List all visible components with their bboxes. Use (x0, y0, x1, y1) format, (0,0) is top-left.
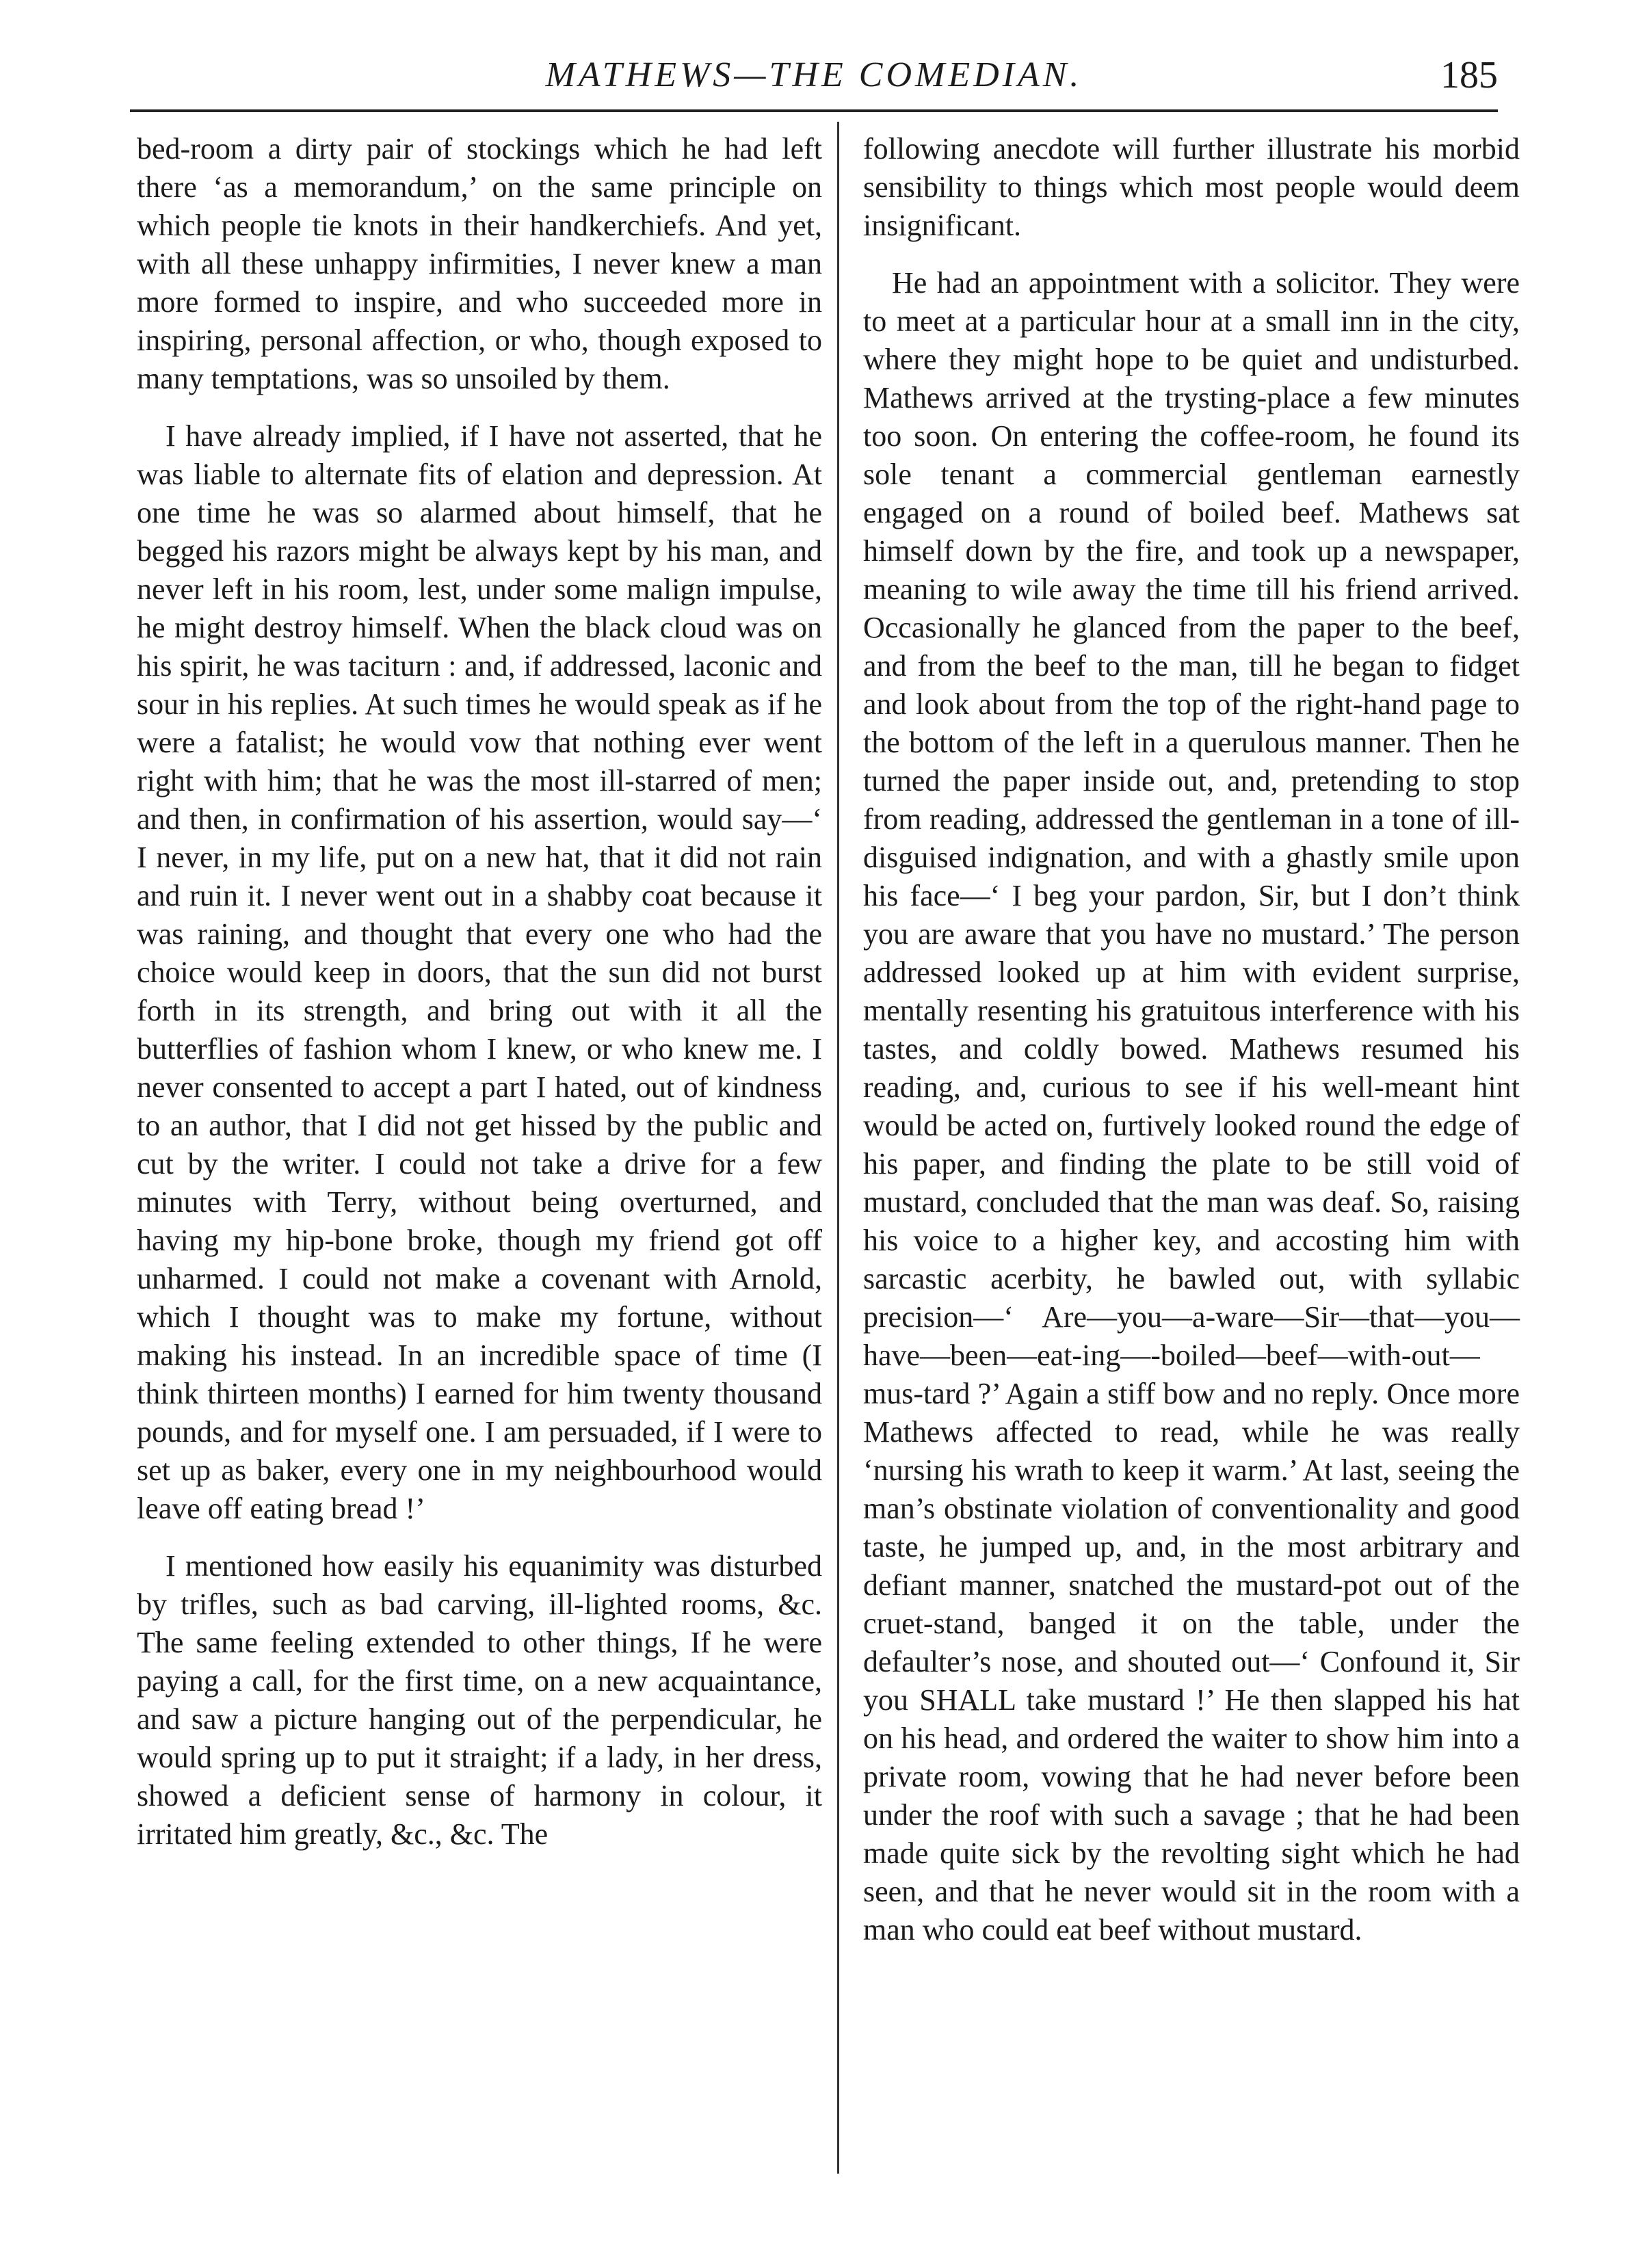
page-number: 185 (1440, 54, 1498, 96)
column-divider (837, 122, 839, 2174)
page-header (130, 41, 1498, 116)
paragraph: bed-room a dirty pair of stockings which he had left there ‘as a memorandum,’ on the same principle on which people tie knots in their handkerchiefs. And yet, with all these unhappy infirmities, I never knew a man more formed to inspire, and who succeeded more in inspiring, personal affection, or who, though exposed to many temptations, was so unsoiled by them. (137, 132, 822, 395)
header-rule (130, 109, 1498, 112)
right-column (863, 130, 1520, 1968)
paragraph: I mentioned how easily his equanimity was disturbed by trifles, such as bad carving, ill-lighted rooms, &c. The same feeling extended to other things, If he were paying a call, for the first time, on a new acquaintance, and saw a picture hanging out of the perpendicular, he would spring up to put it straight; if a lady, in her dress, showed a deficient sense of harmony in colour, it irritated him greatly, &c., &c. The (137, 1549, 822, 1851)
paragraph: I have already implied, if I have not asserted, that he was liable to alternate fits of elation and depression. At one time he was so alarmed about himself, that he begged his razors might be always kept by his man, and never left in his room, lest, under some malign impulse, he might destroy himself. When the black cloud was on his spirit, he was taciturn : and, if addressed, laconic and sour in his replies. At such times he would speak as if he were a fatalist; he would vow that nothing ever went right with him; that he was the most ill-starred of men; and then, in confirmation of his assertion, would say—‘ I never, in my life, put on a new hat, that it did not rain and ruin it. I never went out in a shabby coat because it was raining, and thought that every one who had the choice would keep in doors, that the sun did not burst forth in its strength, and bring out with it all the butterflies of fashion whom I knew, or who knew me. I never consented to accept a part I hated, out of kindness to an author, that I did not get hissed by the public and cut by the writer. I could not take a drive for a few minutes with Terry, without being overturned, and having my hip-bone broke, though my friend got off unharmed. I could not make a covenant with Arnold, which I thought was to make my fortune, without making his instead. In an incredible space of time (I think thirteen months) I earned for him twenty thousand pounds, and for myself one. I am persuaded, if I were to set up as baker, every one in my neighbourhood would leave off eating bread !’ (137, 419, 822, 1525)
paragraph: following anecdote will further illustrate his morbid sensibility to things which most people would deem insignificant. (863, 132, 1520, 242)
running-title: MATHEWS—THE COMEDIAN. (545, 55, 1083, 94)
paragraph: He had an appointment with a solicitor. They were to meet at a particular hour at a small inn in the city, where they might hope to be quiet and undisturbed. Mathews arrived at the trysting-place a few minutes too soon. On entering the coffee-room, he found its sole tenant a commercial gentleman earnestly engaged on a round of boiled beef. Mathews sat himself down by the fire, and took up a newspaper, meaning to wile away the time till his friend arrived. Occasionally he glanced from the paper to the beef, and from the beef to the man, till he began to fidget and look about from the top of the right-hand page to the bottom of the left in a querulous manner. Then he turned the paper inside out, and, pretending to stop from reading, addressed the gentleman in a tone of ill-disguised indignation, and with a ghastly smile upon his face—‘ I beg your pardon, Sir, but I don’t think you are aware that you have no mustard.’ The person addressed looked up at him with evident surprise, mentally resenting his gratuitous interference with his tastes, and coldly bowed. Mathews resumed his reading, and, curious to see if his well-meant hint would be acted on, furtively looked round the edge of his paper, and finding the plate to be still void of mustard, concluded that the man was deaf. So, raising his voice to a higher key, and accosting him with sarcastic acerbity, he bawled out, with syllabic precision—‘ Are—you—a-ware—Sir—that—you—have—been—eat-ing—-boiled—beef—with-out—mus-tard ?’ Again a stiff bow and no reply. Once more Mathews affected to read, while he was really ‘nursing his wrath to keep it warm.’ At last, seeing the man’s obstinate violation of conventionality and good taste, he jumped up, and, in the most arbitrary and defiant manner, snatched the mustard-pot out of the cruet-stand, banged it on the table, under the defaulter’s nose, and shouted out—‘ Confound it, Sir you SHALL take mustard !’ He then slapped his hat on his head, and ordered the waiter to show him into a private room, vowing that he had never before been under the roof with such a savage ; that he had been made quite sick by the revolting sight which he had seen, and that he never would sit in the room with a man who could eat beef without mustard. (863, 266, 1520, 1947)
left-column (137, 130, 822, 1873)
